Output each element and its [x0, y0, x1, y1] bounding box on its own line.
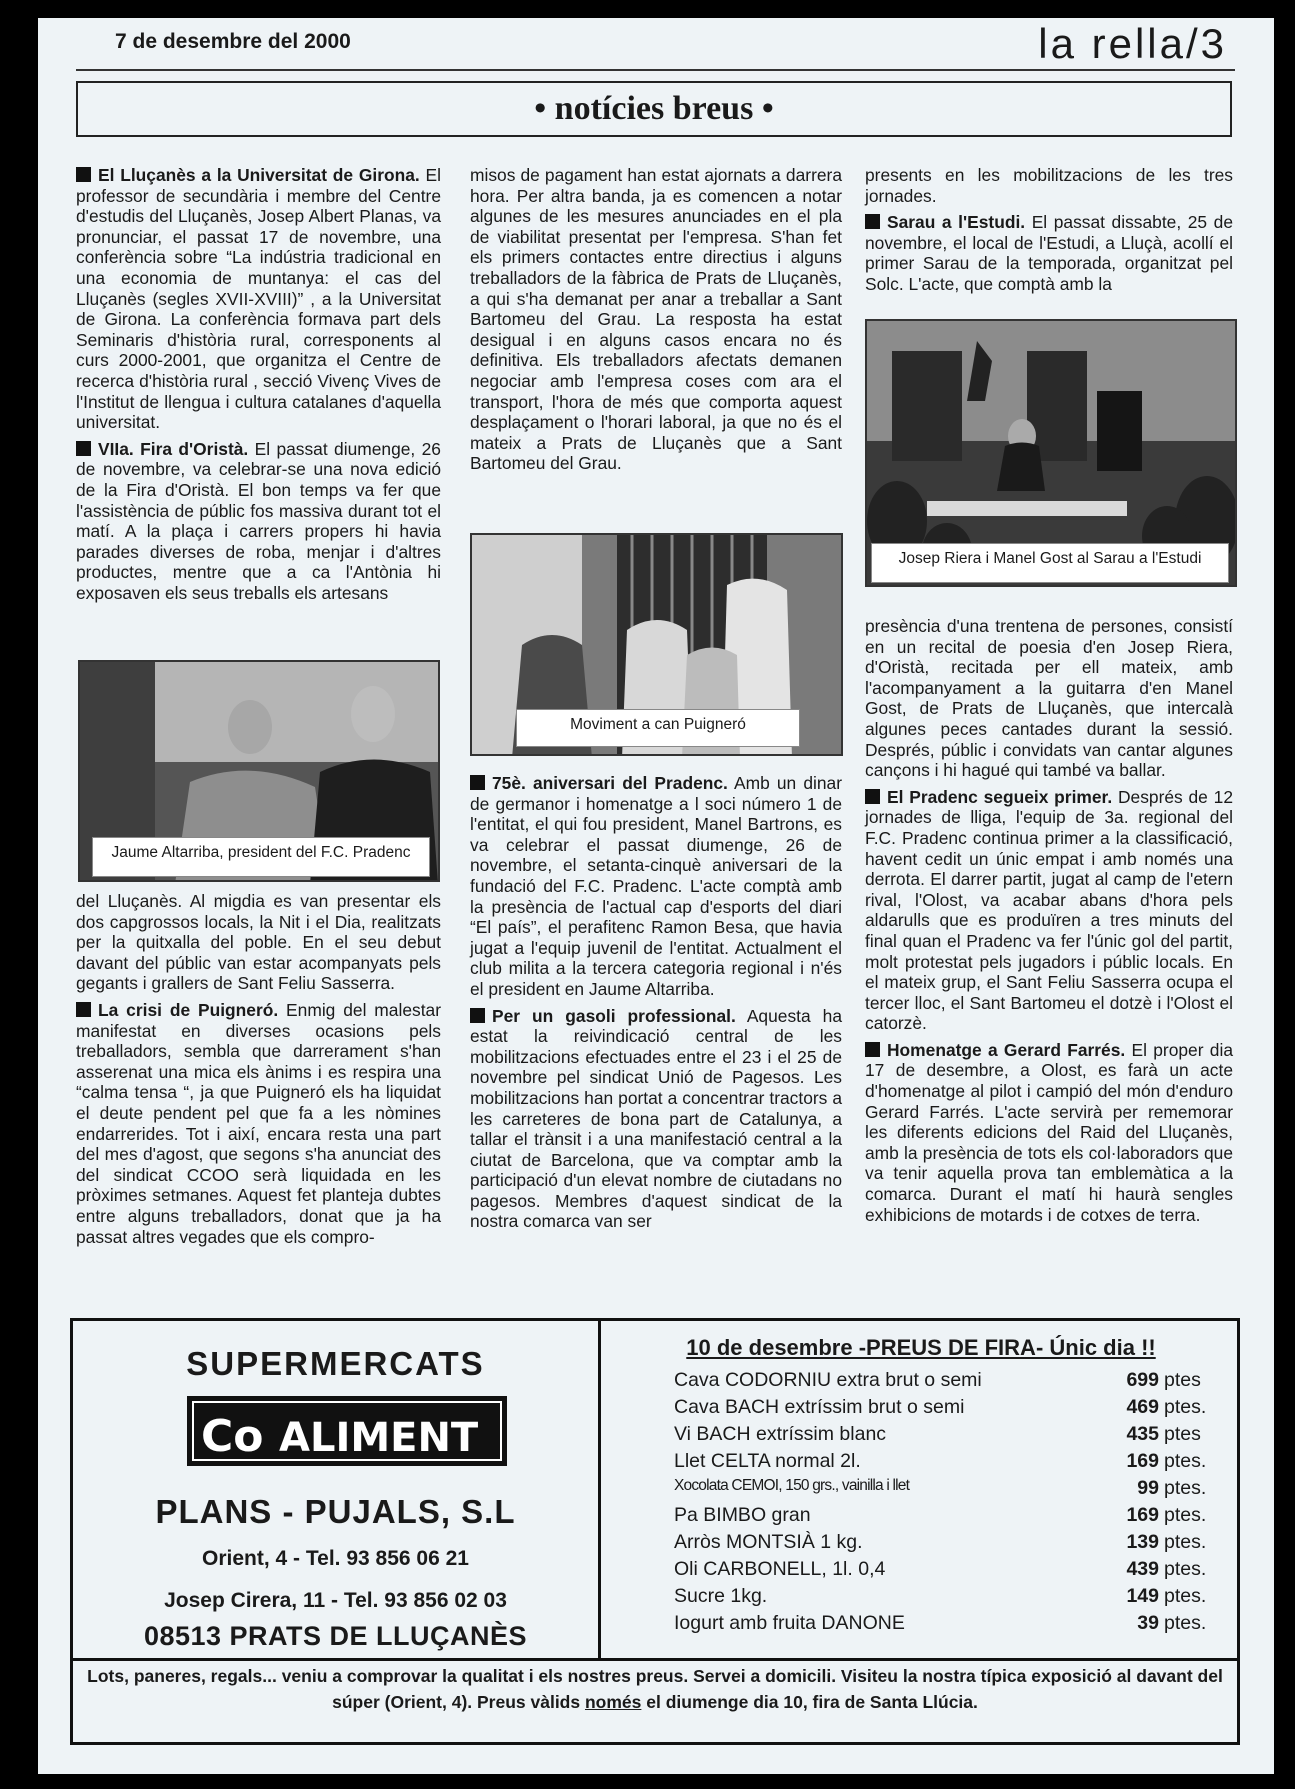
column-3-top — [865, 165, 1233, 301]
bullet-square-icon — [76, 1002, 91, 1017]
article-fira-orista-continued: del Lluçanès. Al migdia es van presentar els dos capgrossos locals, la Nit i el Dia, realitzats per la quitxalla del poble. En el seu debut davant del públic van estar acompanyats pels gegants i grallers de Sant Feliu Sasserra. — [76, 891, 441, 994]
price-row: Cava CODORNIU extra brut o semi 699 ptes — [674, 1369, 1201, 1391]
article-pradenc-primer: El Pradenc segueix primer. Després de 12 jornades de lliga, l'equip de 3a. regional del F.C. Pradenc continua primer a la classificació, havent cedit un únic empat i amb només una derrota. El darrer partit, jugat al camp de l'etern rival, l'Olost, va acabar abans d'hora pels aldarulls que es produïren a tres minuts del final quan el Pradenc va fer l'únic gol del partit, molt protestat pels jugadors i públic locals. En el mateix grup, el Sant Feliu Sasserra ocupa el tercer lloc, el Sant Bartomeu el dotzè i l'Olost el catorzè. — [865, 786, 1233, 1034]
address-orient: Orient, 4 - Tel. 93 856 06 21 — [202, 1547, 469, 1570]
column-1-top — [76, 165, 441, 609]
issue-date: 7 de desembre del 2000 — [115, 30, 351, 53]
logo-aliment-text: ALIMENT — [279, 1415, 479, 1461]
price-row: Xocolata CEMOI, 150 grs., vainilla i llet 99 ptes. — [674, 1477, 1207, 1499]
postal-town: 08513 PRATS DE LLUÇANÈS — [143, 1621, 528, 1651]
bullet-square-icon — [865, 1042, 880, 1057]
address-cirera: Josep Cirera, 11 - Tel. 93 856 02 03 — [164, 1589, 507, 1612]
article-crisi-puignero: La crisi de Puigneró. Enmig del malestar manifestat en diverses ocasions pels treballadors, sembla que darrerament s'han asserenat una mica els ànims i es respira una “calma tensa “, ja que Puigneró els ha liquidat el deute pendent pel que fa a les nòmines endarrerides. Tot i així, encara resta una part del mes d'agost, que segons s'ha anunciat des del sindicat CCOO serà liquidada en les pròximes setmanes. Aquest fet planteja dubtes entre alguns treballadors, donat que ja ha passat altres vegades que els compro- — [76, 999, 441, 1247]
section-title: • notícies breus • — [76, 81, 1232, 137]
article-sarau-continued: presència d'una trentena de persones, consistí en un recital de poesia d'en Josep Riera, d'Oristà, recitada per ell mateix, amb l'acompanyament a la guitarra d'en Manel Gost, de Prats de Lluçanès, que intercalà algunes peces cantades durant la sessió. Després, públic i convidats van cantar algunes cançons i hi hagué qui també va ballar. — [865, 616, 1233, 781]
article-sarau-estudi: Sarau a l'Estudi. El passat dissabte, 25 de novembre, el local de l'Estudi, a Lluçà, acollí el primer Sarau de la temporada, organitzat pel Solc. L'acte, que comptà amb la — [865, 212, 1233, 294]
article-aniversari-pradenc: 75è. aniversari del Pradenc. Amb un dinar de germanor i homenatge a l soci número 1 de l'entitat, el qui fou president, Manel Bartrons, es va celebrar el passat diumenge, 26 de novembre, el setanta-cinquè aniversari de la fundació del F.C. Pradenc. L'acte comptà amb la presència de l'actual cap d'esports del diari “El país”, el perafitenc Ramon Besa, que havia jugat a l'equip juvenil de l'entitat. Actualment el club milita a la tercera categoria regional i n'és el president en Jaume Altarriba. — [470, 773, 842, 999]
bullet-square-icon — [470, 1008, 485, 1023]
price-row: Llet CELTA normal 2l. 169 ptes. — [674, 1450, 1207, 1472]
bullet-square-icon — [470, 775, 485, 790]
price-row: Pa BIMBO gran 169 ptes. — [674, 1504, 1207, 1526]
price-row: Oli CARBONELL, 1l. 0,4 439 ptes. — [674, 1558, 1207, 1580]
advertiser-info — [73, 1321, 598, 1657]
price-row: Vi BACH extríssim blanc 435 ptes — [674, 1423, 1201, 1445]
article-universitat-girona: El Lluçanès a la Universitat de Girona. El professor de secundària i membre del Centre d'estudis del Lluçanès, Josep Albert Planas, va pronunciar, el passat 17 de novembre, una conferència sobre “La indústria tradicional en una economia de muntanya: el cas del Lluçanès (segles XVII-XVIII)” , a la Universitat de Girona. La conferència formava part dels Seminaris d'història rural, corresponents al curs 2000-2001, que organitza el Centre de recerca d'història rural , secció Vivenç Vives de l'Institut de llengua i cultura catalanes d'aquella universitat. — [76, 165, 441, 433]
price-row: Sucre 1kg. 149 ptes. — [674, 1585, 1207, 1607]
article-fira-orista: VIIa. Fira d'Oristà. El passat diumenge, 26 de novembre, va celebrar-se una nova edició de la Fira d'Oristà. El bon temps va fer que l'assistència de públic fos massiva durant tot el matí. A la plaça i carrers propers hi havia parades diverses de roba, menjar i d'altres productes, mentre que a ca l'Antònia hi exposaven els seus treballs els artesans — [76, 438, 441, 603]
supermarket-advertisement — [70, 1318, 1240, 1745]
coaliment-logo-icon — [187, 1396, 507, 1466]
photo-caption-altarriba: Jaume Altarriba, president del F.C. Pradenc — [92, 837, 430, 877]
coaliment-logo — [187, 1396, 507, 1466]
price-row: Cava BACH extríssim brut o semi 469 ptes. — [674, 1396, 1207, 1418]
bullet-square-icon — [76, 167, 91, 182]
ad-footer-text: Lots, paneres, regals... veniu a comprovar la qualitat i els nostres preus. Servei a domicili. Visiteu la nostra típica exposició al davant del súper (Orient, 4). Preus vàlids només el diumenge dia 10, fira de Santa Llúcia. — [87, 1666, 1223, 1712]
column-3-bottom — [865, 616, 1233, 1231]
photo-caption-sarau: Josep Riera i Manel Gost al Sarau a l'Estudi — [871, 543, 1229, 583]
ad-footer-divider — [73, 1658, 1237, 1661]
bullet-square-icon — [76, 441, 91, 456]
column-2-top — [470, 165, 842, 480]
article-gasoli-continued: presents en les mobilitzacions de les tres jornades. — [865, 165, 1233, 206]
supermercats-heading: SUPERMERCATS — [186, 1345, 485, 1382]
publication-title: la rella/3 — [1038, 20, 1227, 67]
header-rule — [76, 69, 1235, 71]
photo-caption-puignero: Moviment a can Puigneró — [516, 709, 800, 747]
article-homenatge-farres: Homenatge a Gerard Farrés. El proper dia 17 de desembre, a Olost, es farà un acte d'homenatge al pilot i campió del món d'enduro Gerard Farrés. L'acte servirà per rememorar les diferents edicions del Raid del Lluçanès, amb la presència de tots els col·laboradors que va tenir aquella prova tan emblemàtica a la comarca. Durant el matí hi haurà sengles exhibicions de motards i de cotxes de terra. — [865, 1039, 1233, 1225]
price-row: Iogurt amb fruita DANONE 39 ptes. — [674, 1612, 1207, 1634]
column-2-bottom — [470, 773, 842, 1238]
article-gasoli-professional: Per un gasoli professional. Aquesta ha estat la reivindicació central de les mobilitzacions efectuades entre el 23 i el 25 de novembre pel sindicat Unió de Pagesos. Les mobilitzacions han portat a concentrar tractors a les carreteres de bona part de Catalunya, a tallar el trànsit i a una manifestació central a la ciutat de Barcelona, que va comptar amb la participació d'un elevat nombre de ciutadans no pagesos. Membres d'aquest sindicat de la nostra comarca van ser — [470, 1005, 842, 1232]
company-name: PLANS - PUJALS, S.L — [155, 1493, 516, 1530]
price-row: Arròs MONTSIÀ 1 kg. 139 ptes. — [674, 1531, 1207, 1553]
logo-co-text: Co — [201, 1411, 264, 1462]
column-1-bottom — [76, 891, 441, 1253]
price-list-title: 10 de desembre -PREUS DE FIRA- Únic dia !! — [686, 1335, 1156, 1360]
bullet-square-icon — [865, 789, 880, 804]
article-crisi-puignero-continued: misos de pagament han estat ajornats a darrera hora. Per altra banda, ja es comencen a notar algunes de les mesures anunciades en el pla de viabilitat presentat per l'empresa. S'han fet els primers contactes entre directius i alguns treballadors de la fàbrica de Prats de Lluçanès, a qui s'ha demanat per anar a treballar a Sant Bartomeu del Grau. La resposta ha estat desigual i en alguns casos encara no és definitiva. Els treballadors afectats demanen negociar amb l'empresa coses com ara el transport, l'hora de més que comporta aquest desplaçament o l'horari laboral, ja que no és el mateix a Prats de Lluçanès que a Sant Bartomeu del Grau. — [470, 165, 842, 474]
bullet-square-icon — [865, 214, 880, 229]
